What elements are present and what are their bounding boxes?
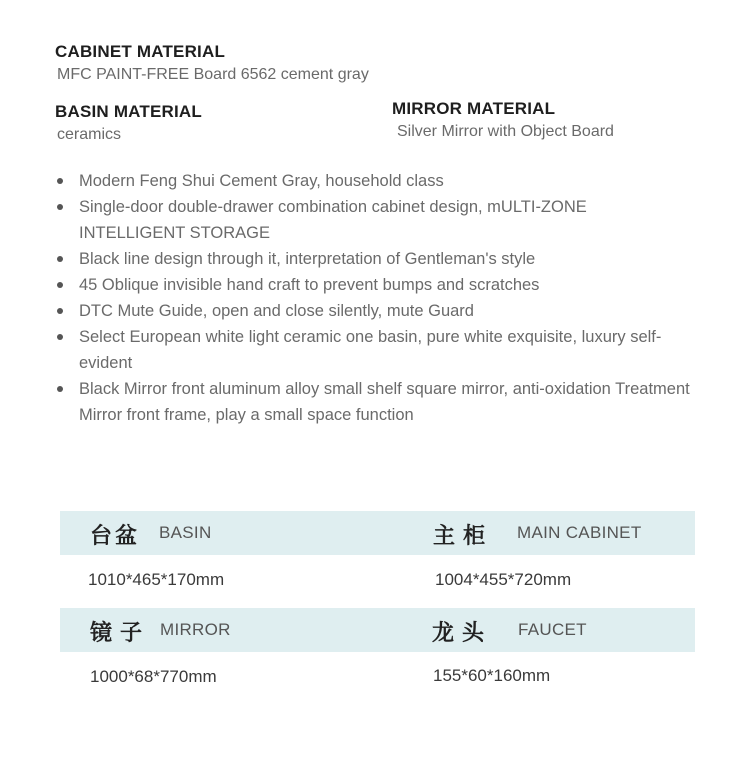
basin-zh-label: 台盆 — [90, 524, 141, 549]
bullet-icon — [57, 386, 63, 392]
bullet-icon — [57, 256, 63, 262]
bullet-icon — [57, 334, 63, 340]
feature-text: Black line design through it, interpretation of Gentleman's style — [79, 250, 536, 268]
cabinet-material-value: MFC PAINT-FREE Board 6562 cement gray — [57, 66, 369, 83]
mirror-material-label: MIRROR MATERIAL — [392, 99, 556, 118]
basin-dimensions: 1010*465*170mm — [88, 570, 225, 589]
feature-text: 45 Oblique invisible hand craft to prevent bumps and scratches — [79, 276, 540, 294]
spec-header-band — [60, 608, 695, 652]
faucet-dimensions: 155*60*160mm — [433, 666, 551, 685]
feature-text: DTC Mute Guide, open and close silently, mute Guard — [79, 302, 474, 320]
basin-en-label: BASIN — [159, 523, 212, 542]
feature-item — [57, 376, 697, 428]
feature-item — [57, 194, 697, 246]
bullet-icon — [57, 308, 63, 314]
bullet-icon — [57, 204, 63, 210]
mirror-zh-label: 镜子 — [90, 621, 151, 646]
feature-item — [57, 298, 697, 324]
feature-text: Black Mirror front aluminum alloy small shelf square mirror, anti-oxidation Treatment Mirror front frame, play a small space function — [79, 380, 690, 424]
mirror-dimensions: 1000*68*770mm — [90, 667, 217, 686]
basin-material-label: BASIN MATERIAL — [55, 102, 202, 121]
feature-item — [57, 168, 697, 194]
cabinet-material-label: CABINET MATERIAL — [55, 42, 226, 61]
feature-text: Single-door double-drawer combination cabinet design, mULTI-ZONE INTELLIGENT STORAGE — [79, 198, 587, 242]
faucet-en-label: FAUCET — [518, 620, 587, 639]
feature-item — [57, 324, 697, 376]
main-cabinet-dimensions: 1004*455*720mm — [435, 570, 572, 589]
mirror-en-label: MIRROR — [160, 620, 231, 639]
feature-text: Modern Feng Shui Cement Gray, household class — [79, 172, 444, 190]
main-cabinet-en-label: MAIN CABINET — [517, 523, 642, 542]
feature-text: Select European white light ceramic one basin, pure white exquisite, luxury self-evident — [79, 328, 662, 372]
basin-material-value: ceramics — [57, 126, 122, 143]
bullet-icon — [57, 178, 63, 184]
feature-list — [57, 168, 697, 428]
feature-item — [57, 272, 697, 298]
bullet-icon — [57, 282, 63, 288]
main-cabinet-zh-label: 主柜 — [433, 524, 494, 549]
feature-item — [57, 246, 697, 272]
faucet-zh-label: 龙头 — [432, 621, 493, 646]
mirror-material-value: Silver Mirror with Object Board — [397, 123, 614, 140]
